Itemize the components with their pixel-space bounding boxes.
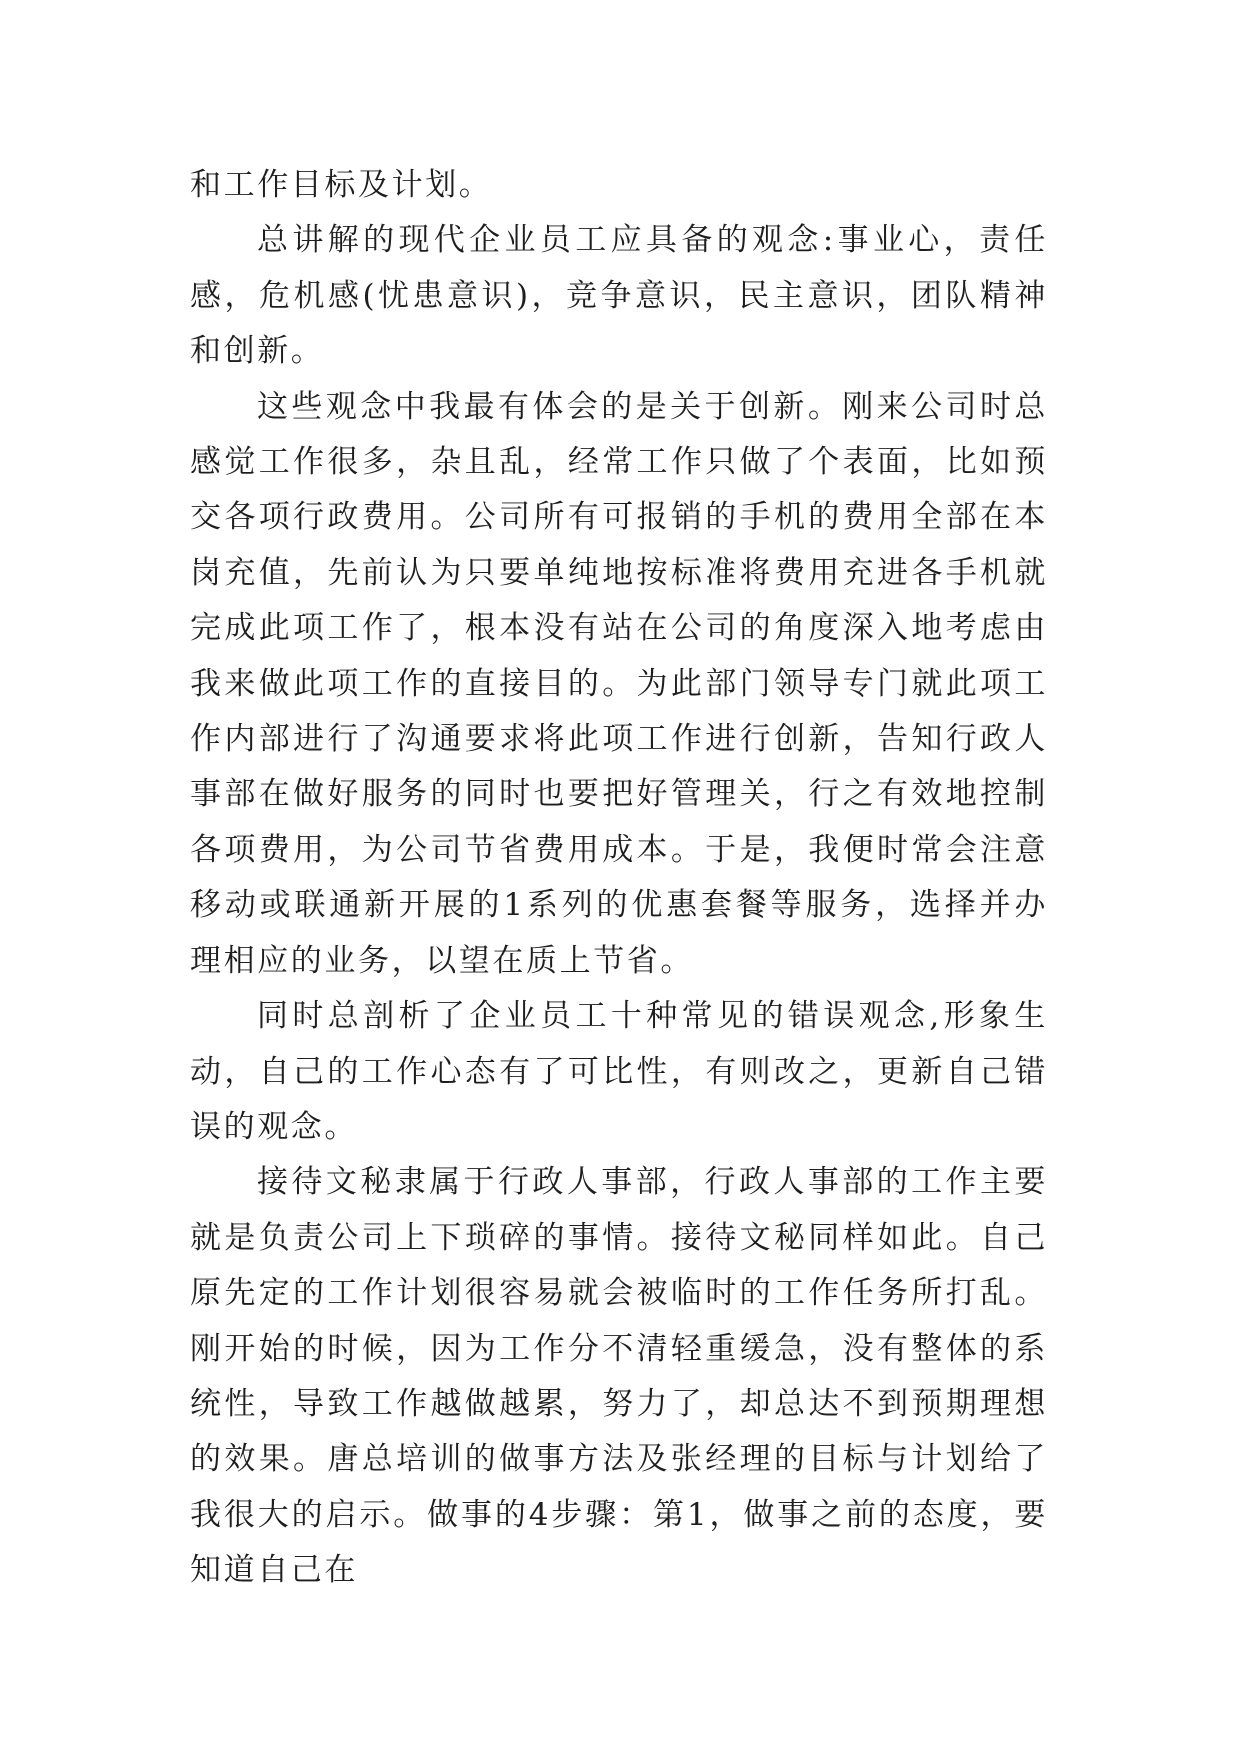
paragraph-4: 同时总剖析了企业员工十种常见的错误观念,形象生动，自己的工作心态有了可比性，有则改之，更新自己错误的观念。 bbox=[190, 998, 1048, 1145]
paragraph-5: 接待文秘隶属于行政人事部，行政人事部的工作主要就是负责公司上下琐碎的事情。接待文秘同样如此。自己原先定的工作计划很容易就会被临时的工作任务所打乱。刚开始的时候，因为工作分不清轻重缓急，没有整体的系统性，导致工作越做越累，努力了，却总达不到预期理想的效果。唐总培训的做事方法及张经理的目标与计划给了我很大的启示。做事的4步骤：第1，做事之前的态度，要知道自己在 bbox=[190, 1164, 1048, 1589]
paragraph-1: 和工作目标及计划。 bbox=[190, 167, 493, 203]
document-body bbox=[190, 158, 1048, 1599]
paragraph-2: 总讲解的现代企业员工应具备的观念:事业心，责任感，危机感(忧患意识)，竞争意识，民主意识，团队精神和创新。 bbox=[190, 222, 1048, 370]
paragraph-3: 这些观念中我最有体会的是关于创新。刚来公司时总感觉工作很多，杂且乱，经常工作只做了个表面，比如预交各项行政费用。公司所有可报销的手机的费用全部在本岗充值，先前认为只要单纯地按标准将费用充进各手机就完成此项工作了，根本没有站在公司的角度深入地考虑由我来做此项工作的直接目的。为此部门领导专门就此项工作内部进行了沟通要求将此项工作进行创新，告知行政人事部在做好服务的同时也要把好管理关，行之有效地控制各项费用，为公司节省费用成本。于是，我便时常会注意移动或联通新开展的1系列的优惠套餐等服务，选择并办理相应的业务，以望在质上节省。 bbox=[190, 388, 1048, 979]
